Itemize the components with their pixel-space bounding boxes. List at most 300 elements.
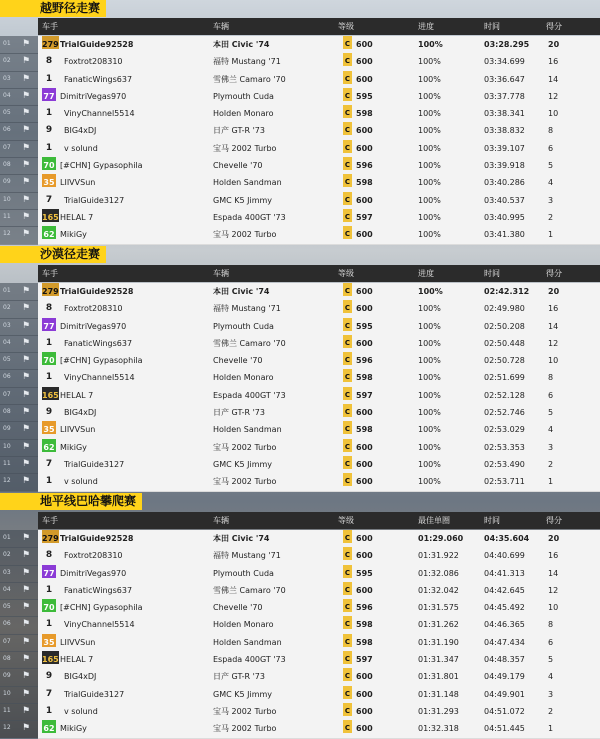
row-index: 03 [3,321,11,329]
driver-name: VinyChannel5514 [64,620,135,630]
row-side [0,88,38,106]
driver-level-badge: 35 [42,634,56,647]
performance-index: 596 [356,161,373,171]
car-name: 日产 GT-R '73 [213,408,265,418]
driver-level-badge: 8 [45,550,53,561]
flag-icon: ⚑ [22,567,31,578]
flag-icon: ⚑ [22,229,31,240]
car-name: Holden Sandman [213,425,282,435]
col-time: 时间 [484,516,500,525]
row-main [38,88,600,106]
table-row[interactable] [0,209,600,226]
performance-index: 600 [356,57,373,67]
time-value: 04:48.357 [484,655,525,665]
row-main [38,122,600,140]
flag-icon: ⚑ [22,320,31,331]
driver-name: [#CHN] Gypasophila [60,603,143,613]
row-index: 10 [3,689,11,697]
class-badge: C [343,668,352,681]
car-name: Chevelle '70 [213,356,263,366]
class-badge: C [343,226,352,239]
car-name: 宝马 2002 Turbo [213,442,277,452]
points-value: 10 [548,356,559,366]
row-index: 03 [3,74,11,82]
row-side [0,192,38,210]
driver-level-badge: 70 [42,599,56,612]
table-row[interactable] [0,105,600,122]
performance-index: 600 [356,551,373,561]
car-name: 宝马 2002 Turbo [213,230,277,240]
row-index: 10 [3,442,11,450]
table-row[interactable] [0,703,600,720]
driver-level-badge: 8 [45,56,53,67]
class-badge: C [343,209,352,222]
class-badge: C [343,634,352,647]
performance-index: 596 [356,603,373,613]
table-row[interactable] [0,335,600,352]
driver-level-badge: 1 [45,108,53,119]
table-row[interactable] [0,88,600,105]
row-index: 01 [3,40,11,47]
performance-index: 600 [356,442,373,452]
class-badge: C [343,565,352,578]
row-main [38,720,600,738]
row-main [38,668,600,686]
performance-index: 600 [356,195,373,205]
driver-level-badge: 279 [42,283,59,296]
row-index: 10 [3,195,11,203]
points-value: 14 [548,321,559,331]
col-driver: 车手 [42,22,58,31]
col-class: 等级 [338,516,354,525]
driver-name: FanaticWings637 [64,74,133,84]
class-badge: C [343,352,352,365]
class-badge: C [343,53,352,66]
table-row[interactable] [0,352,600,369]
progress-value: 01:31.190 [418,637,459,647]
table-row[interactable] [0,456,600,473]
table-header [38,18,600,35]
driver-level-badge: 62 [42,720,56,733]
row-main [38,140,600,158]
row-index: 06 [3,373,11,381]
points-value: 1 [548,477,554,487]
row-main [38,369,600,387]
performance-index: 596 [356,356,373,366]
row-main [38,404,600,422]
class-badge: C [343,318,352,331]
performance-index: 600 [356,74,373,84]
class-badge: C [343,122,352,135]
table-row[interactable] [0,283,600,300]
table-row[interactable] [0,565,600,582]
class-badge: C [343,283,352,296]
row-index: 11 [3,212,11,220]
flag-icon: ⚑ [22,476,31,487]
class-badge: C [343,439,352,452]
row-index: 07 [3,637,11,645]
row-index: 05 [3,603,11,611]
time-value: 04:51.445 [484,724,525,734]
row-index: 07 [3,390,11,398]
performance-index: 600 [356,143,373,153]
driver-level-badge: 1 [45,142,53,153]
points-value: 4 [548,178,554,188]
points-value: 12 [548,91,559,101]
progress-value: 100% [418,109,441,119]
progress-value: 01:31.293 [418,706,459,716]
flag-icon: ⚑ [22,286,31,296]
driver-level-badge: 77 [42,565,56,578]
driver-level-badge: 9 [45,125,53,136]
class-badge: C [343,174,352,187]
driver-level-badge: 35 [42,174,56,187]
performance-index: 600 [356,585,373,595]
car-name: Holden Monaro [213,373,274,383]
driver-name: DimitriVegas970 [60,321,127,331]
class-badge: C [343,105,352,118]
progress-value: 01:29.060 [418,534,464,543]
time-value: 02:50.208 [484,321,525,331]
table-row[interactable] [0,140,600,157]
car-name: 福特 Mustang '71 [213,57,281,67]
time-value: 03:40.995 [484,212,525,222]
time-value: 03:28.295 [484,40,530,49]
performance-index: 600 [356,672,373,682]
driver-level-badge: 1 [45,619,53,630]
progress-value: 01:31.575 [418,603,459,613]
car-name: Holden Monaro [213,620,274,630]
col-time: 时间 [484,22,500,31]
table-row[interactable] [0,369,600,386]
row-index: 01 [3,287,11,294]
row-main [38,547,600,565]
table-row[interactable] [0,616,600,633]
points-value: 12 [548,338,559,348]
row-index: 04 [3,91,11,99]
col-time: 时间 [484,269,500,278]
row-side [0,283,38,301]
table-row[interactable] [0,530,600,547]
points-value: 8 [548,126,554,136]
table-row[interactable] [0,651,600,668]
time-value: 03:37.778 [484,91,525,101]
driver-name: MikiGy [60,724,87,734]
time-value: 03:41.380 [484,230,525,240]
progress-value: 100% [418,230,441,240]
row-index: 05 [3,356,11,364]
progress-value: 100% [418,356,441,366]
row-index: 04 [3,338,11,346]
time-value: 03:38.341 [484,109,525,119]
class-badge: C [343,616,352,629]
row-index: 06 [3,620,11,628]
col-driver: 车手 [42,516,58,525]
col-progress: 进度 [418,269,434,278]
performance-index: 597 [356,655,373,665]
class-badge: C [343,651,352,664]
flag-icon: ⚑ [22,705,31,716]
row-side [0,686,38,704]
row-main [38,192,600,210]
table-row[interactable] [0,71,600,88]
flag-icon: ⚑ [22,602,31,613]
car-name: Plymouth Cuda [213,321,274,331]
points-value: 6 [548,143,554,153]
driver-level-badge: 1 [45,584,53,595]
progress-value: 100% [418,304,441,314]
car-name: Chevelle '70 [213,603,263,613]
flag-icon: ⚑ [22,619,31,630]
table-row[interactable] [0,404,600,421]
time-value: 04:47.434 [484,637,525,647]
driver-name: FanaticWings637 [64,338,133,348]
time-value: 03:36.647 [484,74,525,84]
time-value: 03:39.918 [484,161,525,171]
flag-icon: ⚑ [22,372,31,383]
time-value: 04:51.072 [484,706,525,716]
row-index: 02 [3,57,11,65]
driver-name: FanaticWings637 [64,585,133,595]
flag-icon: ⚑ [22,389,31,400]
driver-name: HELAL 7 [60,212,94,222]
row-main [38,599,600,617]
col-class: 等级 [338,269,354,278]
time-value: 04:46.365 [484,620,525,630]
table-header [38,512,600,529]
car-name: 雪佛兰 Camaro '70 [213,585,286,595]
flag-icon: ⚑ [22,688,31,699]
flag-icon: ⚑ [22,636,31,647]
table-row[interactable] [0,439,600,456]
driver-level-badge: 70 [42,157,56,170]
col-class: 等级 [338,22,354,31]
progress-value: 100% [418,373,441,383]
points-value: 4 [548,425,554,435]
row-main [38,174,600,192]
performance-index: 598 [356,109,373,119]
driver-level-badge: 1 [45,337,53,348]
row-index: 09 [3,425,11,433]
driver-name: DimitriVegas970 [60,568,127,578]
class-badge: C [343,530,352,543]
progress-value: 100% [418,91,441,101]
points-value: 8 [548,373,554,383]
car-name: 宝马 2002 Turbo [213,706,277,716]
col-car: 车辆 [213,269,229,278]
class-badge: C [343,36,352,49]
driver-level-badge: 279 [42,530,59,543]
row-side [0,300,38,318]
row-main [38,473,600,491]
car-name: 本田 Civic '74 [213,534,270,543]
row-side [0,122,38,140]
driver-level-badge: 165 [42,651,59,664]
row-side [0,634,38,652]
row-index: 12 [3,230,11,238]
row-index: 08 [3,161,11,169]
flag-icon: ⚑ [22,39,31,49]
points-value: 2 [548,212,554,222]
flag-icon: ⚑ [22,108,31,119]
time-value: 02:52.746 [484,408,525,418]
row-main [38,703,600,721]
section-title: 越野径走赛 [0,0,106,17]
row-side [0,547,38,565]
flag-icon: ⚑ [22,654,31,665]
table-row[interactable] [0,582,600,599]
row-main [38,318,600,336]
car-name: Plymouth Cuda [213,568,274,578]
table-row[interactable] [0,634,600,651]
row-side [0,226,38,244]
class-badge: C [343,599,352,612]
row-index: 04 [3,585,11,593]
row-main [38,105,600,123]
time-value: 02:50.448 [484,338,525,348]
row-main [38,283,600,301]
progress-value: 100% [418,442,441,452]
points-value: 3 [548,689,554,699]
table-row[interactable] [0,668,600,685]
driver-name: TrialGuide3127 [64,459,125,469]
table-row[interactable] [0,318,600,335]
performance-index: 597 [356,390,373,400]
table-row[interactable] [0,192,600,209]
driver-level-badge: 7 [45,458,53,469]
row-side [0,473,38,491]
car-name: Holden Sandman [213,178,282,188]
progress-value: 100% [418,287,443,296]
performance-index: 600 [356,287,373,296]
row-side [0,209,38,227]
time-value: 02:53.353 [484,442,525,452]
car-name: 本田 Civic '74 [213,40,270,49]
table-row[interactable] [0,226,600,243]
performance-index: 600 [356,689,373,699]
driver-name: v solund [64,143,98,153]
section-title: 沙漠径走赛 [0,246,106,263]
points-value: 1 [548,230,554,240]
progress-value: 01:31.148 [418,689,459,699]
driver-name: HELAL 7 [60,390,94,400]
car-name: Espada 400GT '73 [213,655,286,665]
flag-icon: ⚑ [22,160,31,171]
points-value: 14 [548,74,559,84]
performance-index: 600 [356,724,373,734]
driver-level-badge: 1 [45,476,53,487]
car-name: 雪佛兰 Camaro '70 [213,338,286,348]
row-index: 01 [3,534,11,541]
table-row[interactable] [0,686,600,703]
row-index: 09 [3,672,11,680]
driver-name: VinyChannel5514 [64,373,135,383]
row-side [0,421,38,439]
car-name: Plymouth Cuda [213,91,274,101]
performance-index: 595 [356,321,373,331]
driver-level-badge: 165 [42,209,59,222]
flag-icon: ⚑ [22,303,31,314]
time-value: 02:52.128 [484,390,525,400]
progress-value: 100% [418,40,443,49]
table-row[interactable] [0,720,600,737]
time-value: 02:51.699 [484,373,525,383]
progress-value: 01:32.318 [418,724,459,734]
progress-value: 100% [418,178,441,188]
table-row[interactable] [0,387,600,404]
performance-index: 598 [356,425,373,435]
row-side [0,174,38,192]
progress-value: 01:32.086 [418,568,459,578]
table-row[interactable] [0,53,600,70]
time-value: 03:39.107 [484,143,525,153]
row-side [0,565,38,583]
table-row[interactable] [0,300,600,317]
table-row[interactable] [0,174,600,191]
row-side [0,71,38,89]
car-name: Chevelle '70 [213,161,263,171]
points-value: 14 [548,568,559,578]
table-row[interactable] [0,36,600,53]
progress-value: 100% [418,338,441,348]
points-value: 3 [548,442,554,452]
row-main [38,53,600,71]
progress-value: 01:31.922 [418,551,459,561]
points-value: 5 [548,408,554,418]
table-row[interactable] [0,599,600,616]
progress-value: 100% [418,477,441,487]
time-value: 04:41.313 [484,568,525,578]
driver-level-badge: 35 [42,421,56,434]
table-row[interactable] [0,547,600,564]
row-index: 12 [3,724,11,732]
class-badge: C [343,421,352,434]
table-row[interactable] [0,473,600,490]
performance-index: 598 [356,637,373,647]
time-value: 04:49.179 [484,672,525,682]
points-value: 2 [548,459,554,469]
flag-icon: ⚑ [22,458,31,469]
car-name: Espada 400GT '73 [213,390,286,400]
time-value: 03:38.832 [484,126,525,136]
table-row[interactable] [0,122,600,139]
table-row[interactable] [0,421,600,438]
performance-index: 600 [356,706,373,716]
points-value: 20 [548,287,560,296]
table-row[interactable] [0,157,600,174]
driver-level-badge: 279 [42,36,59,49]
driver-level-badge: 7 [45,688,53,699]
car-name: 日产 GT-R '73 [213,126,265,136]
col-points: 得分 [546,22,562,31]
time-value: 02:49.980 [484,304,525,314]
class-badge: C [343,192,352,205]
time-value: 02:53.711 [484,477,525,487]
driver-level-badge: 9 [45,671,53,682]
col-best-lap: 最佳单圈 [418,516,450,525]
driver-name: TrialGuide92528 [60,534,134,543]
row-index: 09 [3,178,11,186]
row-main [38,456,600,474]
flag-icon: ⚑ [22,142,31,153]
flag-icon: ⚑ [22,90,31,101]
driver-level-badge: 1 [45,705,53,716]
flag-icon: ⚑ [22,337,31,348]
class-badge: C [343,88,352,101]
class-badge: C [343,547,352,560]
driver-name: BIG4xDJ [64,672,97,682]
performance-index: 598 [356,373,373,383]
